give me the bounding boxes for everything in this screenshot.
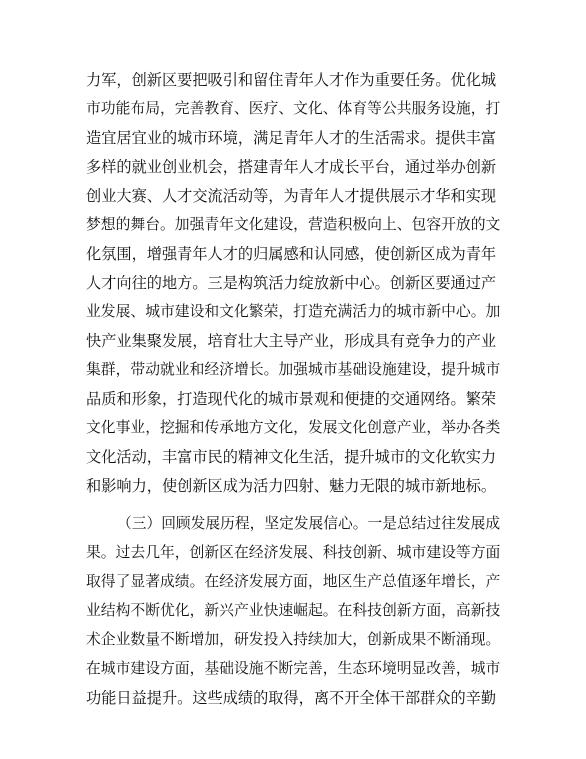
- text-line: 业结构不断优化，新兴产业快速崛起。在科技创新方面，高新技: [86, 602, 501, 619]
- text-line: 化氛围，增强青年人才的归属感和认同感，使创新区成为青年: [86, 245, 497, 263]
- text-line: 果。过去几年，创新区在经济发展、科技创新、城市建设等方面: [86, 544, 501, 561]
- text-line: 在城市建设方面，基础设施不断完善，生态环境明显改善，城市: [86, 660, 501, 677]
- text-line: 术企业数量不断增加，研发投入持续加大，创新成果不断涌现。: [86, 631, 501, 648]
- text-line: 力军，创新区要把吸引和留住青年人才作为重要任务。优化城: [86, 71, 497, 89]
- text-line: 品质和形象，打造现代化的城市景观和便捷的交通网络。繁荣: [86, 390, 497, 408]
- text-line: 文化活动，丰富市民的精神文化生活，提升城市的文化软实力: [86, 448, 497, 466]
- text-line: （三）回顾发展历程，坚定发展信心。一是总结过往发展成: [117, 515, 501, 532]
- text-line: 快产业集聚发展，培育壮大主导产业，形成具有竞争力的产业: [86, 332, 497, 350]
- text-line: 梦想的舞台。加强青年文化建设，营造积极向上、包容开放的文: [86, 216, 501, 233]
- text-line: 业发展、城市建设和文化繁荣，打造充满活力的城市新中心。加: [86, 303, 501, 320]
- text-line: 市功能布局，完善教育、医疗、文化、体育等公共服务设施，打: [86, 100, 501, 117]
- text-line: 造宜居宜业的城市环境，满足青年人才的生活需求。提供丰富: [86, 129, 497, 147]
- text-line: 取得了显著成绩。在经济发展方面，地区生产总值逐年增长，产: [86, 573, 501, 590]
- text-line: 人才向往的地方。三是构筑活力绽放新中心。创新区要通过产: [86, 274, 497, 292]
- text-line: 功能日益提升。这些成绩的取得，离不开全体干部群众的辛勤: [86, 689, 497, 707]
- text-line: 集群，带动就业和经济增长。加强城市基础设施建设，提升城市: [86, 361, 501, 378]
- text-line: 多样的就业创业机会，搭建青年人才成长平台，通过举办创新: [86, 158, 497, 176]
- text-line: 和影响力，使创新区成为活力四射、魅力无限的城市新地标。: [86, 477, 497, 495]
- text-line: 创业大赛、人才交流活动等，为青年人才提供展示才华和实现: [86, 187, 497, 205]
- text-line: 文化事业，挖掘和传承地方文化，发展文化创意产业，举办各类: [86, 419, 501, 436]
